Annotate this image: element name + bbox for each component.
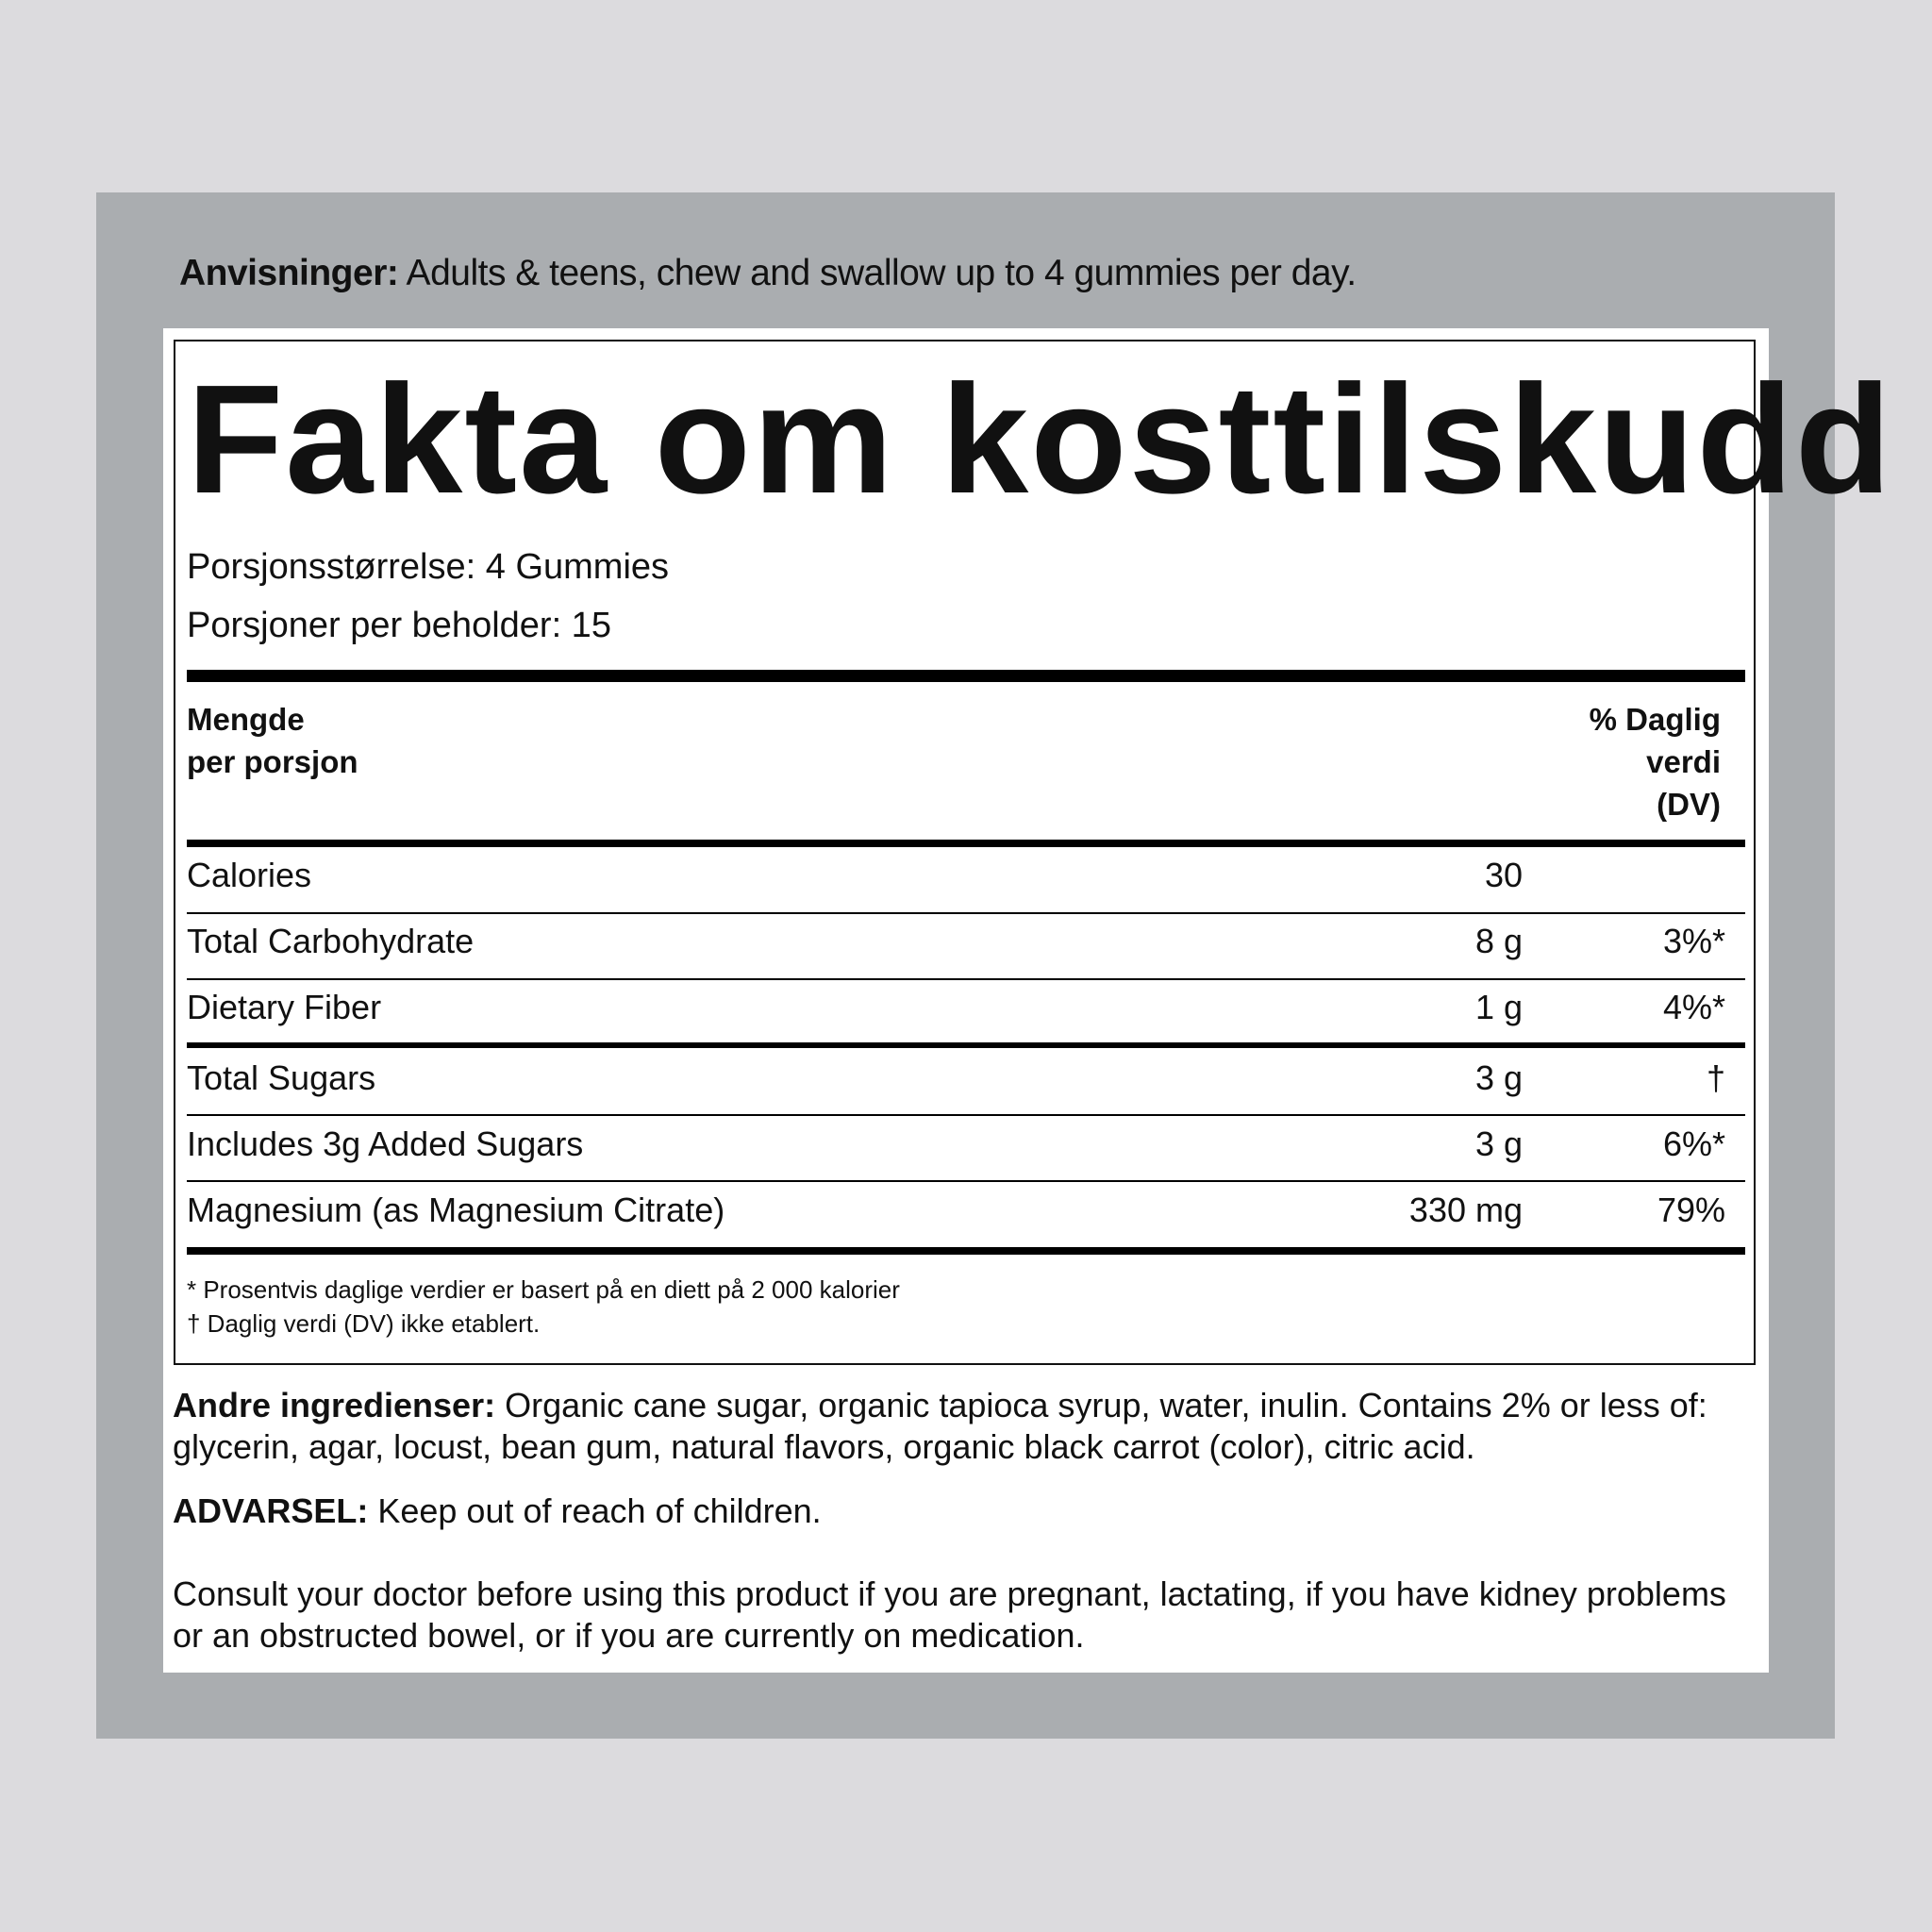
facts-title: Fakta om kosttilskudd bbox=[187, 353, 1893, 525]
nutrient-amount: 330 mg bbox=[1408, 1191, 1523, 1229]
medium-divider bbox=[187, 840, 1745, 847]
consult-text: Consult your doctor before using this product if you are pregnant, lactating, if you have kidney problems or an obstructed bowel, or if you are currently on medication. bbox=[173, 1574, 1726, 1655]
warning bbox=[173, 1491, 1748, 1532]
nutrient-name: Dietary Fiber bbox=[187, 988, 382, 1026]
nutrient-name: Total Carbohydrate bbox=[187, 922, 475, 960]
supplement-facts-box bbox=[174, 340, 1893, 1365]
nutrient-name: Total Sugars bbox=[187, 1058, 376, 1097]
other-ingredients bbox=[173, 1385, 1748, 1468]
header-right-line2: verdi bbox=[1646, 744, 1721, 779]
header-left-line2: per porsjon bbox=[187, 744, 358, 779]
nutrient-amount: 3 g bbox=[1474, 1058, 1523, 1097]
ingredients-label: Andre ingredienser: bbox=[173, 1386, 496, 1424]
directions-label: Anvisninger: bbox=[179, 253, 399, 293]
nutrient-amount: 30 bbox=[1484, 856, 1523, 894]
nutrient-name: Magnesium (as Magnesium Citrate) bbox=[187, 1191, 725, 1229]
medium-divider bbox=[187, 1247, 1745, 1255]
footnote-dv-not-established: † Daglig verdi (DV) ikke etablert. bbox=[187, 1309, 541, 1338]
thin-divider bbox=[187, 978, 1745, 980]
nutrient-dv: † bbox=[1706, 1058, 1725, 1097]
directions-line bbox=[179, 253, 1357, 294]
nutrient-dv: 3%* bbox=[1662, 922, 1725, 960]
directions-text: Adults & teens, chew and swallow up to 4 gummies per day. bbox=[398, 253, 1357, 293]
thick-divider bbox=[187, 670, 1745, 682]
nutrient-name: Calories bbox=[187, 856, 312, 894]
header-right-line1: % Daglig bbox=[1589, 702, 1721, 737]
nutrient-dv: 4%* bbox=[1662, 988, 1725, 1026]
servings-per-container: Porsjoner per beholder: 15 bbox=[187, 606, 611, 645]
medium-divider bbox=[187, 1042, 1745, 1048]
thin-divider bbox=[187, 912, 1745, 914]
thin-divider bbox=[187, 1180, 1745, 1182]
nutrient-amount: 1 g bbox=[1474, 988, 1523, 1026]
header-left-line1: Mengde bbox=[187, 702, 305, 737]
nutrient-amount: 3 g bbox=[1474, 1124, 1523, 1163]
header-right-line3: (DV) bbox=[1657, 787, 1721, 822]
warning-label: ADVARSEL: bbox=[173, 1491, 369, 1530]
amount-per-serving-header bbox=[187, 698, 358, 783]
nutrient-dv: 79% bbox=[1657, 1191, 1725, 1229]
serving-size: Porsjonsstørrelse: 4 Gummies bbox=[187, 547, 670, 587]
nutrient-dv: 6%* bbox=[1662, 1124, 1725, 1163]
nutrient-name: Includes 3g Added Sugars bbox=[187, 1124, 584, 1163]
ingredients-text: Organic cane sugar, organic tapioca syrup, water, inulin. Contains 2% or less of: glycerin, agar, locust, bean gum, natural flavors, organic black carrot (color), citric acid. bbox=[173, 1386, 1707, 1466]
thin-divider bbox=[187, 1114, 1745, 1116]
footnote-daily-values: * Prosentvis daglige verdier er basert på en diett på 2 000 kalorier bbox=[187, 1275, 900, 1304]
daily-value-header bbox=[1590, 698, 1721, 825]
nutrient-amount: 8 g bbox=[1474, 922, 1523, 960]
warning-text: Keep out of reach of children. bbox=[368, 1491, 822, 1530]
